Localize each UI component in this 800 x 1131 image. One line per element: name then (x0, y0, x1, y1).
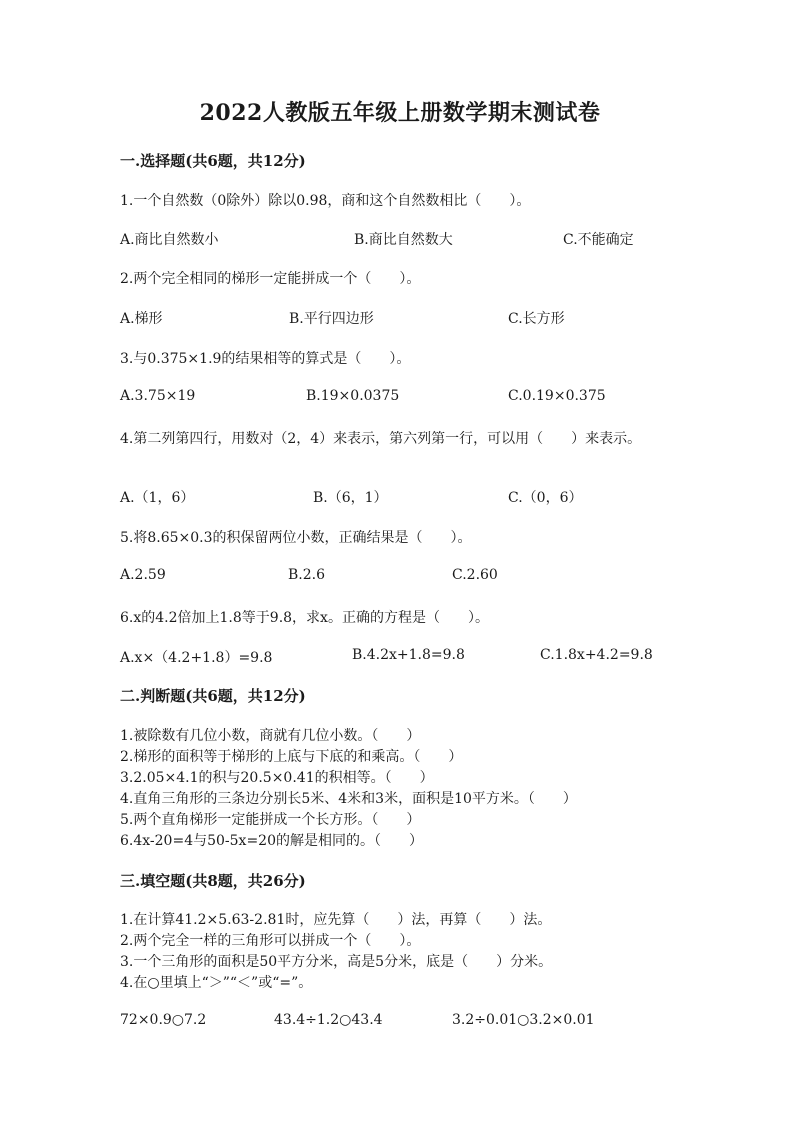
question-5: 5.将8.65×0.3的积保留两位小数，正确结果是（ ）。 (120, 530, 472, 546)
question-2-option-a: A.梯形 (120, 311, 163, 327)
question-4-option-c: C.（0，6） (508, 490, 583, 506)
question-1-option-b: B.商比自然数大 (354, 232, 453, 248)
question-6-option-c: C.1.8x+4.2=9.8 (540, 647, 653, 663)
question-3-option-b: B.19×0.0375 (306, 388, 400, 404)
judgment-item-5: 5.两个直角梯形一定能拼成一个长方形。（ ） (120, 812, 421, 828)
question-1: 1.一个自然数（0除外）除以0.98，商和这个自然数相比（ ）。 (120, 193, 531, 209)
question-4-option-a: A.（1，6） (120, 490, 195, 506)
page-title: 2022人教版五年级上册数学期末测试卷 (199, 100, 601, 126)
fill-item-2: 2.两个完全一样的三角形可以拼成一个（ ）。 (120, 933, 421, 949)
compare-expression-1: 72×0.9○7.2 (120, 1012, 207, 1028)
section-heading-choice: 一.选择题(共6题，共12分) (120, 152, 306, 170)
judgment-item-3: 3.2.05×4.1的积与20.5×0.41的积相等。（ ） (120, 770, 434, 786)
question-1-option-c: C.不能确定 (563, 232, 634, 248)
question-2-option-b: B.平行四边形 (289, 311, 374, 327)
question-5-option-c: C.2.60 (452, 567, 498, 583)
section-heading-fill: 三.填空题(共8题，共26分) (120, 872, 306, 890)
question-4-option-b: B.（6，1） (313, 490, 388, 506)
judgment-item-1: 1.被除数有几位小数，商就有几位小数。（ ） (120, 728, 421, 744)
fill-item-1: 1.在计算41.2×5.63-2.81时，应先算（ ）法，再算（ ）法。 (120, 912, 552, 928)
question-3: 3.与0.375×1.9的结果相等的算式是（ ）。 (120, 351, 411, 367)
question-1-option-a: A.商比自然数小 (120, 232, 219, 248)
compare-expression-3: 3.2÷0.01○3.2×0.01 (452, 1012, 595, 1028)
fill-item-4: 4.在○里填上“＞”“＜”或“=”。 (120, 975, 313, 991)
question-4: 4.第二列第四行，用数对（2，4）来表示，第六列第一行，可以用（ ）来表示。 (120, 431, 642, 447)
judgment-item-2: 2.梯形的面积等于梯形的上底与下底的和乘高。（ ） (120, 749, 463, 765)
question-2-option-c: C.长方形 (508, 311, 565, 327)
question-5-option-b: B.2.6 (288, 567, 326, 583)
question-3-option-a: A.3.75×19 (120, 388, 196, 404)
question-6: 6.x的4.2倍加上1.8等于9.8，求x。正确的方程是（ ）。 (120, 610, 489, 626)
compare-expression-2: 43.4÷1.2○43.4 (274, 1012, 383, 1028)
fill-item-3: 3.一个三角形的面积是50平方分米，高是5分米，底是（ ）分米。 (120, 954, 553, 970)
judgment-item-6: 6.4x-20=4与50-5x=20的解是相同的。（ ） (120, 833, 423, 849)
judgment-item-4: 4.直角三角形的三条边分别长5米、4米和3米，面积是10平方米。（ ） (120, 791, 577, 807)
question-6-option-b: B.4.2x+1.8=9.8 (352, 647, 465, 663)
section-heading-judgment: 二.判断题(共6题，共12分) (120, 687, 306, 705)
question-6-option-a: A.x×（4.2+1.8）=9.8 (120, 650, 273, 666)
question-2: 2.两个完全相同的梯形一定能拼成一个（ ）。 (120, 271, 421, 287)
question-3-option-c: C.0.19×0.375 (508, 388, 606, 404)
question-5-option-a: A.2.59 (120, 567, 166, 583)
